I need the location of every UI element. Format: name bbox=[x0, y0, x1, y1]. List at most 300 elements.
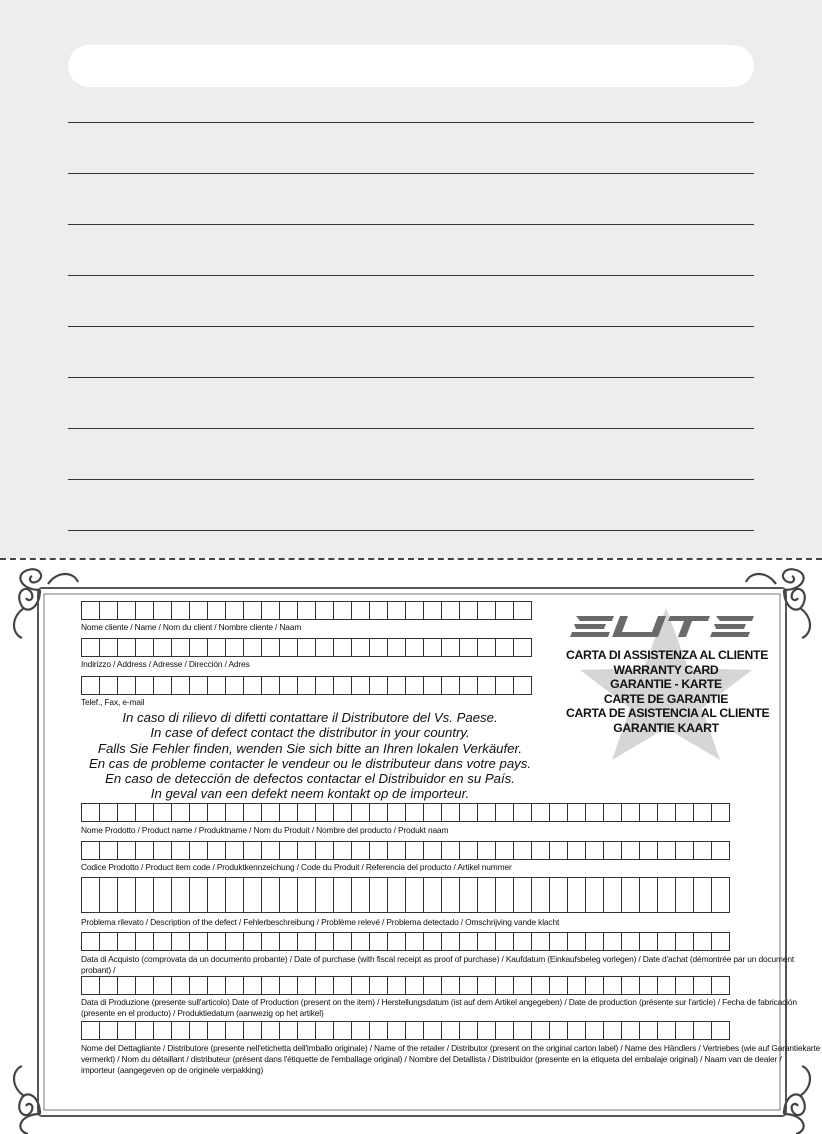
input-cell[interactable] bbox=[352, 933, 370, 951]
input-cell[interactable] bbox=[226, 677, 244, 695]
input-cell[interactable] bbox=[262, 878, 280, 896]
input-cell[interactable] bbox=[370, 1022, 388, 1040]
input-cell[interactable] bbox=[694, 977, 712, 995]
input-cell[interactable] bbox=[442, 933, 460, 951]
input-cell[interactable] bbox=[154, 602, 172, 620]
input-cell[interactable] bbox=[388, 878, 406, 896]
input-cell[interactable] bbox=[712, 977, 730, 995]
input-cell[interactable] bbox=[388, 804, 406, 822]
input-cell[interactable] bbox=[352, 677, 370, 695]
input-cell[interactable] bbox=[82, 878, 100, 896]
input-cell[interactable] bbox=[622, 933, 640, 951]
input-cell[interactable] bbox=[136, 639, 154, 657]
input-cell[interactable] bbox=[154, 1022, 172, 1040]
input-cell[interactable] bbox=[154, 895, 172, 913]
input-cell[interactable] bbox=[496, 977, 514, 995]
input-cell[interactable] bbox=[208, 602, 226, 620]
retailer-grid[interactable] bbox=[81, 1021, 730, 1040]
input-cell[interactable] bbox=[568, 977, 586, 995]
input-cell[interactable] bbox=[676, 933, 694, 951]
input-cell[interactable] bbox=[334, 933, 352, 951]
input-cell[interactable] bbox=[694, 895, 712, 913]
input-cell[interactable] bbox=[370, 639, 388, 657]
input-cell[interactable] bbox=[316, 1022, 334, 1040]
input-cell[interactable] bbox=[406, 804, 424, 822]
input-cell[interactable] bbox=[442, 895, 460, 913]
input-cell[interactable] bbox=[82, 933, 100, 951]
input-cell[interactable] bbox=[550, 895, 568, 913]
input-cell[interactable] bbox=[424, 639, 442, 657]
defect-grid-1[interactable] bbox=[81, 877, 730, 896]
input-cell[interactable] bbox=[478, 878, 496, 896]
input-cell[interactable] bbox=[190, 1022, 208, 1040]
input-cell[interactable] bbox=[100, 977, 118, 995]
input-cell[interactable] bbox=[532, 1022, 550, 1040]
product-name-grid[interactable] bbox=[81, 803, 730, 822]
input-cell[interactable] bbox=[622, 895, 640, 913]
note-line[interactable] bbox=[68, 326, 754, 327]
input-cell[interactable] bbox=[154, 977, 172, 995]
input-cell[interactable] bbox=[136, 842, 154, 860]
input-cell[interactable] bbox=[388, 639, 406, 657]
input-cell[interactable] bbox=[136, 977, 154, 995]
input-cell[interactable] bbox=[244, 895, 262, 913]
input-cell[interactable] bbox=[118, 677, 136, 695]
input-cell[interactable] bbox=[244, 977, 262, 995]
input-cell[interactable] bbox=[154, 878, 172, 896]
input-cell[interactable] bbox=[136, 677, 154, 695]
input-cell[interactable] bbox=[82, 804, 100, 822]
customer-name-grid[interactable] bbox=[81, 601, 532, 620]
input-cell[interactable] bbox=[568, 804, 586, 822]
input-cell[interactable] bbox=[460, 804, 478, 822]
input-cell[interactable] bbox=[712, 933, 730, 951]
input-cell[interactable] bbox=[712, 804, 730, 822]
input-cell[interactable] bbox=[406, 878, 424, 896]
input-cell[interactable] bbox=[640, 878, 658, 896]
input-cell[interactable] bbox=[514, 804, 532, 822]
input-cell[interactable] bbox=[424, 677, 442, 695]
input-cell[interactable] bbox=[208, 977, 226, 995]
input-cell[interactable] bbox=[406, 842, 424, 860]
input-cell[interactable] bbox=[298, 1022, 316, 1040]
input-cell[interactable] bbox=[262, 804, 280, 822]
input-cell[interactable] bbox=[82, 977, 100, 995]
input-cell[interactable] bbox=[244, 878, 262, 896]
input-cell[interactable] bbox=[334, 602, 352, 620]
input-cell[interactable] bbox=[100, 878, 118, 896]
input-cell[interactable] bbox=[226, 895, 244, 913]
input-cell[interactable] bbox=[568, 895, 586, 913]
input-cell[interactable] bbox=[658, 878, 676, 896]
input-cell[interactable] bbox=[298, 677, 316, 695]
input-cell[interactable] bbox=[604, 933, 622, 951]
input-cell[interactable] bbox=[316, 639, 334, 657]
input-cell[interactable] bbox=[442, 878, 460, 896]
input-cell[interactable] bbox=[406, 977, 424, 995]
input-cell[interactable] bbox=[280, 639, 298, 657]
product-code-grid[interactable] bbox=[81, 841, 730, 860]
input-cell[interactable] bbox=[172, 1022, 190, 1040]
input-cell[interactable] bbox=[586, 1022, 604, 1040]
input-cell[interactable] bbox=[82, 1022, 100, 1040]
input-cell[interactable] bbox=[136, 602, 154, 620]
input-cell[interactable] bbox=[478, 1022, 496, 1040]
input-cell[interactable] bbox=[406, 602, 424, 620]
input-cell[interactable] bbox=[298, 895, 316, 913]
input-cell[interactable] bbox=[118, 878, 136, 896]
input-cell[interactable] bbox=[352, 602, 370, 620]
input-cell[interactable] bbox=[100, 1022, 118, 1040]
input-cell[interactable] bbox=[334, 804, 352, 822]
input-cell[interactable] bbox=[154, 804, 172, 822]
input-cell[interactable] bbox=[208, 842, 226, 860]
input-cell[interactable] bbox=[460, 977, 478, 995]
input-cell[interactable] bbox=[550, 933, 568, 951]
input-cell[interactable] bbox=[640, 895, 658, 913]
input-cell[interactable] bbox=[100, 602, 118, 620]
input-cell[interactable] bbox=[478, 842, 496, 860]
input-cell[interactable] bbox=[622, 1022, 640, 1040]
input-cell[interactable] bbox=[514, 895, 532, 913]
input-cell[interactable] bbox=[208, 677, 226, 695]
note-line[interactable] bbox=[68, 275, 754, 276]
input-cell[interactable] bbox=[424, 602, 442, 620]
input-cell[interactable] bbox=[442, 1022, 460, 1040]
input-cell[interactable] bbox=[370, 878, 388, 896]
input-cell[interactable] bbox=[352, 842, 370, 860]
input-cell[interactable] bbox=[208, 1022, 226, 1040]
input-cell[interactable] bbox=[640, 977, 658, 995]
input-cell[interactable] bbox=[658, 804, 676, 822]
input-cell[interactable] bbox=[604, 804, 622, 822]
input-cell[interactable] bbox=[388, 895, 406, 913]
notes-header-field[interactable] bbox=[68, 45, 754, 87]
input-cell[interactable] bbox=[316, 804, 334, 822]
input-cell[interactable] bbox=[496, 878, 514, 896]
input-cell[interactable] bbox=[658, 977, 676, 995]
input-cell[interactable] bbox=[460, 933, 478, 951]
input-cell[interactable] bbox=[532, 878, 550, 896]
input-cell[interactable] bbox=[568, 878, 586, 896]
input-cell[interactable] bbox=[100, 804, 118, 822]
input-cell[interactable] bbox=[442, 804, 460, 822]
input-cell[interactable] bbox=[496, 933, 514, 951]
input-cell[interactable] bbox=[496, 804, 514, 822]
input-cell[interactable] bbox=[676, 878, 694, 896]
input-cell[interactable] bbox=[172, 933, 190, 951]
input-cell[interactable] bbox=[208, 878, 226, 896]
input-cell[interactable] bbox=[712, 895, 730, 913]
input-cell[interactable] bbox=[352, 1022, 370, 1040]
input-cell[interactable] bbox=[262, 677, 280, 695]
input-cell[interactable] bbox=[190, 895, 208, 913]
input-cell[interactable] bbox=[190, 977, 208, 995]
input-cell[interactable] bbox=[352, 804, 370, 822]
input-cell[interactable] bbox=[586, 842, 604, 860]
input-cell[interactable] bbox=[244, 639, 262, 657]
input-cell[interactable] bbox=[460, 677, 478, 695]
input-cell[interactable] bbox=[352, 977, 370, 995]
production-date-grid[interactable] bbox=[81, 976, 730, 995]
input-cell[interactable] bbox=[136, 895, 154, 913]
input-cell[interactable] bbox=[298, 602, 316, 620]
input-cell[interactable] bbox=[316, 977, 334, 995]
input-cell[interactable] bbox=[190, 677, 208, 695]
input-cell[interactable] bbox=[604, 1022, 622, 1040]
input-cell[interactable] bbox=[478, 602, 496, 620]
input-cell[interactable] bbox=[496, 677, 514, 695]
contact-grid[interactable] bbox=[81, 676, 532, 695]
input-cell[interactable] bbox=[442, 842, 460, 860]
input-cell[interactable] bbox=[280, 933, 298, 951]
input-cell[interactable] bbox=[298, 933, 316, 951]
input-cell[interactable] bbox=[442, 977, 460, 995]
input-cell[interactable] bbox=[262, 602, 280, 620]
input-cell[interactable] bbox=[496, 842, 514, 860]
input-cell[interactable] bbox=[550, 842, 568, 860]
input-cell[interactable] bbox=[712, 1022, 730, 1040]
input-cell[interactable] bbox=[514, 977, 532, 995]
input-cell[interactable] bbox=[586, 977, 604, 995]
input-cell[interactable] bbox=[172, 677, 190, 695]
input-cell[interactable] bbox=[586, 878, 604, 896]
input-cell[interactable] bbox=[658, 842, 676, 860]
input-cell[interactable] bbox=[226, 602, 244, 620]
input-cell[interactable] bbox=[460, 602, 478, 620]
input-cell[interactable] bbox=[226, 1022, 244, 1040]
input-cell[interactable] bbox=[118, 977, 136, 995]
input-cell[interactable] bbox=[370, 933, 388, 951]
input-cell[interactable] bbox=[694, 842, 712, 860]
purchase-date-grid[interactable] bbox=[81, 932, 730, 951]
input-cell[interactable] bbox=[514, 842, 532, 860]
input-cell[interactable] bbox=[280, 878, 298, 896]
input-cell[interactable] bbox=[460, 878, 478, 896]
note-line[interactable] bbox=[68, 479, 754, 480]
input-cell[interactable] bbox=[442, 639, 460, 657]
input-cell[interactable] bbox=[298, 804, 316, 822]
input-cell[interactable] bbox=[694, 933, 712, 951]
input-cell[interactable] bbox=[694, 804, 712, 822]
input-cell[interactable] bbox=[496, 895, 514, 913]
input-cell[interactable] bbox=[82, 602, 100, 620]
note-line[interactable] bbox=[68, 377, 754, 378]
input-cell[interactable] bbox=[676, 1022, 694, 1040]
input-cell[interactable] bbox=[388, 602, 406, 620]
input-cell[interactable] bbox=[280, 895, 298, 913]
input-cell[interactable] bbox=[190, 602, 208, 620]
input-cell[interactable] bbox=[550, 1022, 568, 1040]
input-cell[interactable] bbox=[676, 895, 694, 913]
input-cell[interactable] bbox=[370, 677, 388, 695]
input-cell[interactable] bbox=[568, 1022, 586, 1040]
input-cell[interactable] bbox=[496, 602, 514, 620]
input-cell[interactable] bbox=[262, 933, 280, 951]
input-cell[interactable] bbox=[532, 804, 550, 822]
input-cell[interactable] bbox=[154, 842, 172, 860]
input-cell[interactable] bbox=[262, 1022, 280, 1040]
input-cell[interactable] bbox=[172, 878, 190, 896]
input-cell[interactable] bbox=[640, 933, 658, 951]
input-cell[interactable] bbox=[118, 1022, 136, 1040]
input-cell[interactable] bbox=[370, 977, 388, 995]
input-cell[interactable] bbox=[550, 977, 568, 995]
input-cell[interactable] bbox=[388, 933, 406, 951]
input-cell[interactable] bbox=[316, 878, 334, 896]
input-cell[interactable] bbox=[262, 977, 280, 995]
input-cell[interactable] bbox=[226, 977, 244, 995]
input-cell[interactable] bbox=[334, 895, 352, 913]
input-cell[interactable] bbox=[244, 677, 262, 695]
input-cell[interactable] bbox=[676, 977, 694, 995]
input-cell[interactable] bbox=[190, 804, 208, 822]
input-cell[interactable] bbox=[532, 842, 550, 860]
note-line[interactable] bbox=[68, 173, 754, 174]
input-cell[interactable] bbox=[532, 977, 550, 995]
input-cell[interactable] bbox=[478, 677, 496, 695]
input-cell[interactable] bbox=[496, 1022, 514, 1040]
input-cell[interactable] bbox=[388, 977, 406, 995]
input-cell[interactable] bbox=[226, 842, 244, 860]
input-cell[interactable] bbox=[208, 895, 226, 913]
input-cell[interactable] bbox=[316, 895, 334, 913]
input-cell[interactable] bbox=[226, 878, 244, 896]
input-cell[interactable] bbox=[334, 639, 352, 657]
input-cell[interactable] bbox=[280, 602, 298, 620]
input-cell[interactable] bbox=[82, 677, 100, 695]
input-cell[interactable] bbox=[406, 1022, 424, 1040]
input-cell[interactable] bbox=[460, 895, 478, 913]
input-cell[interactable] bbox=[658, 933, 676, 951]
input-cell[interactable] bbox=[334, 677, 352, 695]
input-cell[interactable] bbox=[334, 842, 352, 860]
input-cell[interactable] bbox=[154, 677, 172, 695]
input-cell[interactable] bbox=[190, 933, 208, 951]
input-cell[interactable] bbox=[280, 1022, 298, 1040]
input-cell[interactable] bbox=[478, 933, 496, 951]
input-cell[interactable] bbox=[532, 933, 550, 951]
input-cell[interactable] bbox=[370, 895, 388, 913]
input-cell[interactable] bbox=[190, 639, 208, 657]
input-cell[interactable] bbox=[280, 804, 298, 822]
input-cell[interactable] bbox=[190, 878, 208, 896]
input-cell[interactable] bbox=[190, 842, 208, 860]
input-cell[interactable] bbox=[172, 977, 190, 995]
input-cell[interactable] bbox=[334, 1022, 352, 1040]
input-cell[interactable] bbox=[388, 1022, 406, 1040]
input-cell[interactable] bbox=[550, 878, 568, 896]
input-cell[interactable] bbox=[640, 804, 658, 822]
input-cell[interactable] bbox=[478, 804, 496, 822]
input-cell[interactable] bbox=[280, 842, 298, 860]
input-cell[interactable] bbox=[244, 933, 262, 951]
input-cell[interactable] bbox=[100, 639, 118, 657]
input-cell[interactable] bbox=[388, 842, 406, 860]
input-cell[interactable] bbox=[244, 1022, 262, 1040]
input-cell[interactable] bbox=[406, 677, 424, 695]
input-cell[interactable] bbox=[298, 842, 316, 860]
input-cell[interactable] bbox=[172, 842, 190, 860]
input-cell[interactable] bbox=[82, 842, 100, 860]
input-cell[interactable] bbox=[460, 639, 478, 657]
input-cell[interactable] bbox=[496, 639, 514, 657]
input-cell[interactable] bbox=[406, 933, 424, 951]
input-cell[interactable] bbox=[568, 933, 586, 951]
input-cell[interactable] bbox=[118, 895, 136, 913]
input-cell[interactable] bbox=[424, 878, 442, 896]
input-cell[interactable] bbox=[568, 842, 586, 860]
input-cell[interactable] bbox=[676, 804, 694, 822]
input-cell[interactable] bbox=[424, 842, 442, 860]
input-cell[interactable] bbox=[82, 639, 100, 657]
input-cell[interactable] bbox=[244, 842, 262, 860]
input-cell[interactable] bbox=[514, 677, 532, 695]
input-cell[interactable] bbox=[100, 842, 118, 860]
input-cell[interactable] bbox=[280, 977, 298, 995]
input-cell[interactable] bbox=[100, 677, 118, 695]
input-cell[interactable] bbox=[172, 804, 190, 822]
input-cell[interactable] bbox=[442, 677, 460, 695]
input-cell[interactable] bbox=[604, 977, 622, 995]
input-cell[interactable] bbox=[424, 977, 442, 995]
input-cell[interactable] bbox=[478, 977, 496, 995]
input-cell[interactable] bbox=[316, 677, 334, 695]
input-cell[interactable] bbox=[460, 1022, 478, 1040]
input-cell[interactable] bbox=[352, 895, 370, 913]
input-cell[interactable] bbox=[208, 804, 226, 822]
input-cell[interactable] bbox=[352, 878, 370, 896]
input-cell[interactable] bbox=[712, 878, 730, 896]
input-cell[interactable] bbox=[280, 677, 298, 695]
input-cell[interactable] bbox=[208, 933, 226, 951]
input-cell[interactable] bbox=[100, 933, 118, 951]
input-cell[interactable] bbox=[586, 895, 604, 913]
input-cell[interactable] bbox=[424, 804, 442, 822]
input-cell[interactable] bbox=[334, 878, 352, 896]
note-line[interactable] bbox=[68, 224, 754, 225]
input-cell[interactable] bbox=[226, 933, 244, 951]
input-cell[interactable] bbox=[622, 804, 640, 822]
input-cell[interactable] bbox=[460, 842, 478, 860]
input-cell[interactable] bbox=[208, 639, 226, 657]
input-cell[interactable] bbox=[118, 602, 136, 620]
input-cell[interactable] bbox=[298, 977, 316, 995]
input-cell[interactable] bbox=[370, 602, 388, 620]
input-cell[interactable] bbox=[586, 933, 604, 951]
note-line[interactable] bbox=[68, 530, 754, 531]
input-cell[interactable] bbox=[118, 639, 136, 657]
input-cell[interactable] bbox=[442, 602, 460, 620]
input-cell[interactable] bbox=[514, 933, 532, 951]
input-cell[interactable] bbox=[172, 639, 190, 657]
input-cell[interactable] bbox=[694, 1022, 712, 1040]
input-cell[interactable] bbox=[154, 639, 172, 657]
input-cell[interactable] bbox=[640, 842, 658, 860]
input-cell[interactable] bbox=[172, 602, 190, 620]
input-cell[interactable] bbox=[676, 842, 694, 860]
input-cell[interactable] bbox=[100, 895, 118, 913]
input-cell[interactable] bbox=[604, 878, 622, 896]
input-cell[interactable] bbox=[226, 804, 244, 822]
input-cell[interactable] bbox=[514, 639, 532, 657]
input-cell[interactable] bbox=[388, 677, 406, 695]
input-cell[interactable] bbox=[370, 804, 388, 822]
input-cell[interactable] bbox=[424, 1022, 442, 1040]
input-cell[interactable] bbox=[298, 639, 316, 657]
input-cell[interactable] bbox=[316, 933, 334, 951]
input-cell[interactable] bbox=[172, 895, 190, 913]
